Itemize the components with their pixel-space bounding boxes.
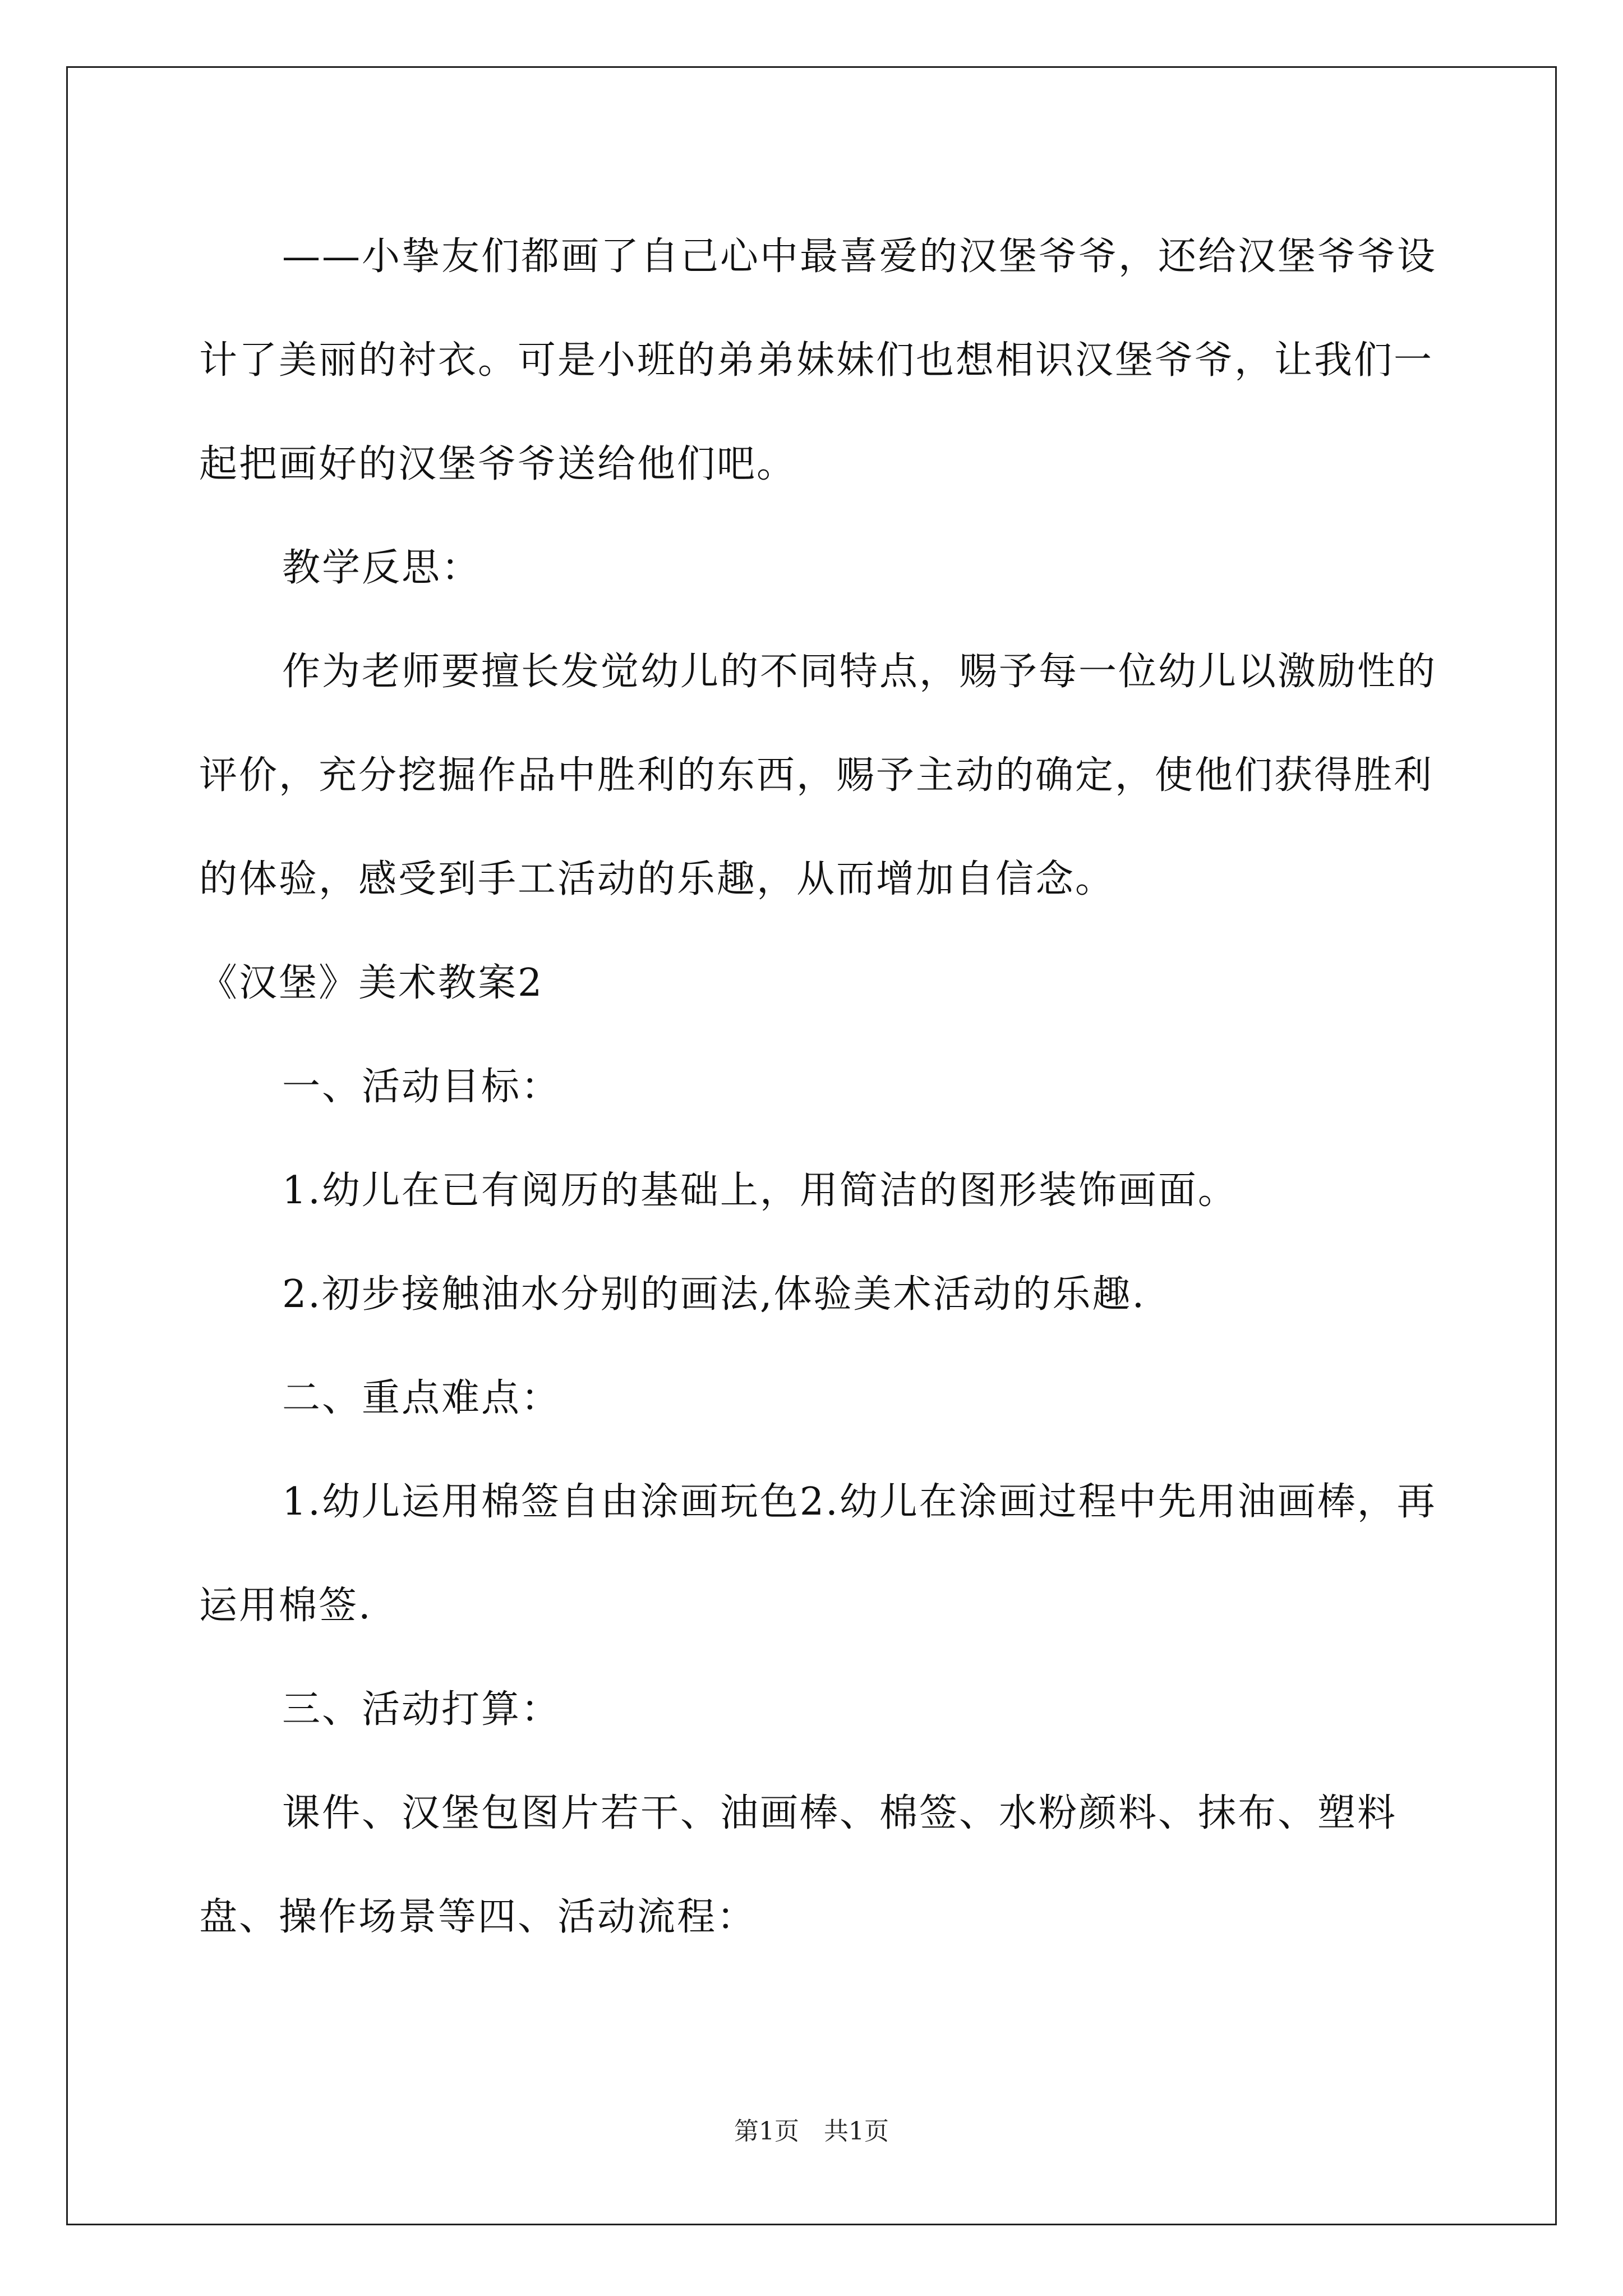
list-item: 1.幼儿在已有阅历的基础上，用简洁的图形装饰画面。	[282, 1168, 1238, 1213]
list-item: 2.初步接触油水分别的画法,体验美术活动的乐趣.	[282, 1272, 1146, 1317]
section-title: 二、重点难点：	[282, 1376, 561, 1420]
paragraph: ——小挚友们都画了自己心中最喜爱的汉堡爷爷，还给汉堡爷爷设计了美丽的衬衣。可是小班的弟弟妹妹们也想相识汉堡爷爷，让我们一起把画好的汉堡爷爷送给他们吧。	[199, 234, 1437, 486]
page-number-footer: 第1页 共1页	[734, 2117, 889, 2146]
paragraph: 课件、汉堡包图片若干、油画棒、棉签、水粉颜料、抹布、塑料盘、操作场景等四、活动流程：	[199, 1791, 1398, 1939]
document-title: 《汉堡》美术教案2	[199, 961, 544, 1005]
section-title: 三、活动打算：	[282, 1687, 561, 1732]
section-title: 教学反思：	[282, 546, 482, 590]
document-body	[199, 205, 1455, 1969]
paragraph: 作为老师要擅长发觉幼儿的不同特点，赐予每一位幼儿以激励性的评价，充分挖掘作品中胜利的东西，赐予主动的确定，使他们获得胜利的体验，感受到手工活动的乐趣，从而增加自信念。	[199, 650, 1437, 901]
section-title: 一、活动目标：	[282, 1065, 561, 1109]
list-item: 1.幼儿运用棉签自由涂画玩色2.幼儿在涂画过程中先用油画棒，再运用棉签.	[199, 1480, 1437, 1628]
